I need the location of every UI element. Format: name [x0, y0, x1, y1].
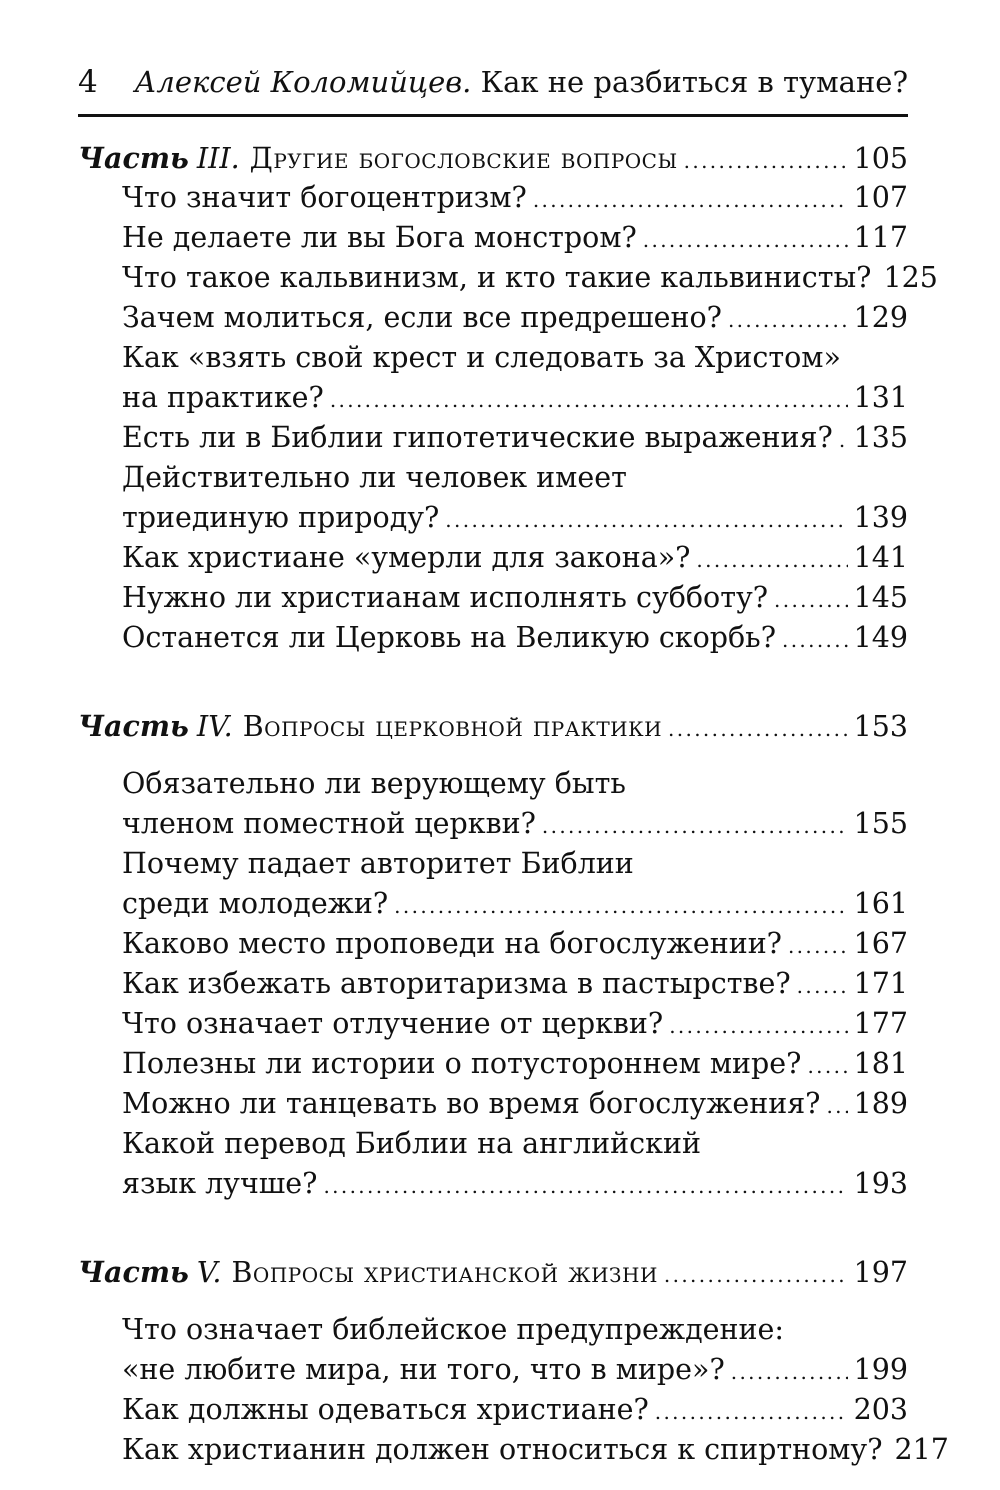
dot-leader: [533, 180, 848, 220]
entry-page-number: 107: [853, 181, 908, 214]
part-page-number: 105: [853, 142, 908, 175]
entry-page-number: 189: [853, 1087, 908, 1120]
dot-leader: [684, 141, 848, 181]
toc-entry[interactable]: [78, 1084, 908, 1124]
toc-part: [78, 138, 938, 658]
entry-page-number: 161: [853, 887, 908, 920]
toc-entry[interactable]: [78, 884, 908, 924]
toc-entry[interactable]: [78, 218, 908, 258]
entry-page-number: 203: [853, 1393, 908, 1426]
dot-leader: [788, 926, 848, 966]
toc-entry[interactable]: [78, 1044, 908, 1084]
running-title: [134, 65, 908, 99]
entry-title: среди молодежи?: [122, 887, 389, 920]
part-title: Вопросы христианской жизни: [231, 1256, 658, 1289]
entry-title: Что означает отлучение от церкви?: [122, 1007, 664, 1040]
page-number: 4: [78, 64, 98, 100]
toc-entry[interactable]: [78, 1390, 908, 1430]
toc-entry[interactable]: [78, 924, 908, 964]
entry-title: Зачем молиться, если все предрешено?: [122, 301, 722, 334]
dot-leader: [826, 1086, 847, 1126]
toc-entry[interactable]: [78, 178, 908, 218]
entry-title: Что значит богоцентризм?: [122, 181, 527, 214]
part-page-number: 153: [853, 710, 908, 743]
part-gap: [78, 678, 908, 706]
entry-title: Можно ли танцевать во время богослужения?: [122, 1087, 821, 1120]
entry-title: Останется ли Церковь на Великую скорбь?: [122, 621, 776, 654]
toc-part: [78, 1252, 949, 1470]
dot-leader: [731, 1352, 848, 1392]
entry-page-number: 155: [853, 807, 908, 840]
entry-title: «не любите мира, ни того, что в мире»?: [122, 1353, 725, 1386]
toc-entry-line: [78, 764, 908, 804]
part-label: Часть: [78, 1255, 189, 1289]
toc-entry[interactable]: [78, 1004, 908, 1044]
toc-entry[interactable]: [78, 804, 908, 844]
entry-title: Как христиане «умерли для закона»?: [122, 541, 691, 574]
toc-entry-line: [78, 844, 908, 884]
dot-leader: [655, 1392, 848, 1432]
dot-leader: [394, 886, 847, 926]
entry-title: Есть ли в Библии гипотетические выражения?: [122, 421, 833, 454]
entry-title: Не делаете ли вы Бога монстром?: [122, 221, 637, 254]
entry-title: Как должны одеваться христиане?: [122, 1393, 649, 1426]
entry-title: Каково место проповеди на богослужении?: [122, 927, 782, 960]
entry-page-number: 217: [894, 1433, 949, 1466]
dot-leader: [696, 540, 847, 580]
part-gap: [78, 1224, 908, 1252]
entry-title: Какой перевод Библии на английский: [122, 1127, 701, 1160]
entry-title: на практике?: [122, 381, 324, 414]
running-title-author: Алексей Коломийцев.: [134, 65, 472, 99]
dot-leader: [782, 620, 848, 660]
toc-part-heading[interactable]: [78, 138, 908, 178]
entry-page-number: 129: [853, 301, 908, 334]
entry-title: Обязательно ли верующему быть: [122, 767, 626, 800]
toc-part-heading[interactable]: [78, 1252, 908, 1292]
entry-page-number: 131: [853, 381, 908, 414]
entry-title: Что означает библейское предупреждение:: [122, 1313, 784, 1346]
toc-entry[interactable]: [78, 258, 938, 298]
entry-title: Действительно ли человек имеет: [122, 461, 627, 494]
toc-entry[interactable]: [78, 618, 908, 658]
toc-entry[interactable]: [78, 498, 908, 538]
dot-leader: [664, 1255, 848, 1295]
part-label: Часть: [78, 709, 189, 743]
table-of-contents: [78, 138, 949, 1490]
entry-title: триединую природу?: [122, 501, 440, 534]
entry-title: Как избежать авторитаризма в пастырстве?: [122, 967, 791, 1000]
entry-page-number: 125: [883, 261, 938, 294]
toc-entry-line: [78, 1310, 908, 1350]
entry-page-number: 177: [853, 1007, 908, 1040]
part-title: Другие богословские вопросы: [249, 142, 678, 175]
toc-entry-line: [78, 338, 908, 378]
header-rule: [78, 114, 908, 117]
toc-entry[interactable]: [78, 538, 908, 578]
dot-leader: [323, 1166, 847, 1206]
dot-leader: [807, 1046, 847, 1086]
dot-leader: [669, 1006, 847, 1046]
entry-page-number: 199: [853, 1353, 908, 1386]
dot-leader: [330, 380, 848, 420]
entry-page-number: 167: [853, 927, 908, 960]
toc-entry[interactable]: [78, 298, 908, 338]
part-page-number: 197: [853, 1256, 908, 1289]
entry-page-number: 145: [853, 581, 908, 614]
entry-title: язык лучше?: [122, 1167, 318, 1200]
entry-page-number: 181: [853, 1047, 908, 1080]
toc-entry[interactable]: [78, 378, 908, 418]
toc-part: [78, 706, 908, 1204]
dot-leader: [643, 220, 848, 260]
page-header: [78, 64, 908, 104]
entry-page-number: 139: [853, 501, 908, 534]
toc-entry[interactable]: [78, 964, 908, 1004]
entry-page-number: 141: [853, 541, 908, 574]
part-label: Часть: [78, 141, 189, 175]
entry-page-number: 149: [853, 621, 908, 654]
dot-leader: [839, 420, 848, 460]
toc-entry[interactable]: [78, 1350, 908, 1390]
toc-entry[interactable]: [78, 1430, 949, 1470]
dot-leader: [445, 500, 847, 540]
dot-leader: [774, 580, 848, 620]
entry-title: Полезны ли истории о потустороннем мире?: [122, 1047, 802, 1080]
toc-entry[interactable]: [78, 578, 908, 618]
dot-leader: [542, 806, 848, 846]
toc-entry[interactable]: [78, 418, 908, 458]
dot-leader: [797, 966, 848, 1006]
toc-part-heading[interactable]: [78, 706, 908, 746]
entry-title: Как христианин должен относиться к спиртному?: [122, 1433, 883, 1466]
entry-title: Нужно ли христианам исполнять субботу?: [122, 581, 769, 614]
entry-title: Что такое кальвинизм, и кто такие кальвинисты?: [122, 261, 872, 294]
part-number: III.: [196, 142, 240, 175]
entry-title: Как «взять свой крест и следовать за Христом»: [122, 341, 841, 374]
toc-entry[interactable]: [78, 1164, 908, 1204]
entry-page-number: 117: [853, 221, 908, 254]
entry-page-number: 193: [853, 1167, 908, 1200]
part-title: Вопросы церковной практики: [242, 710, 663, 743]
part-number: V.: [196, 1256, 222, 1289]
running-title-book: Как не разбиться в тумане?: [471, 65, 908, 99]
toc-entry-line: [78, 1124, 908, 1164]
entry-title: Почему падает авторитет Библии: [122, 847, 634, 880]
entry-page-number: 135: [853, 421, 908, 454]
entry-page-number: 171: [853, 967, 908, 1000]
entry-title: членом поместной церкви?: [122, 807, 536, 840]
dot-leader: [668, 709, 848, 749]
dot-leader: [728, 300, 848, 340]
toc-entry-line: [78, 458, 908, 498]
part-number: IV.: [196, 710, 233, 743]
